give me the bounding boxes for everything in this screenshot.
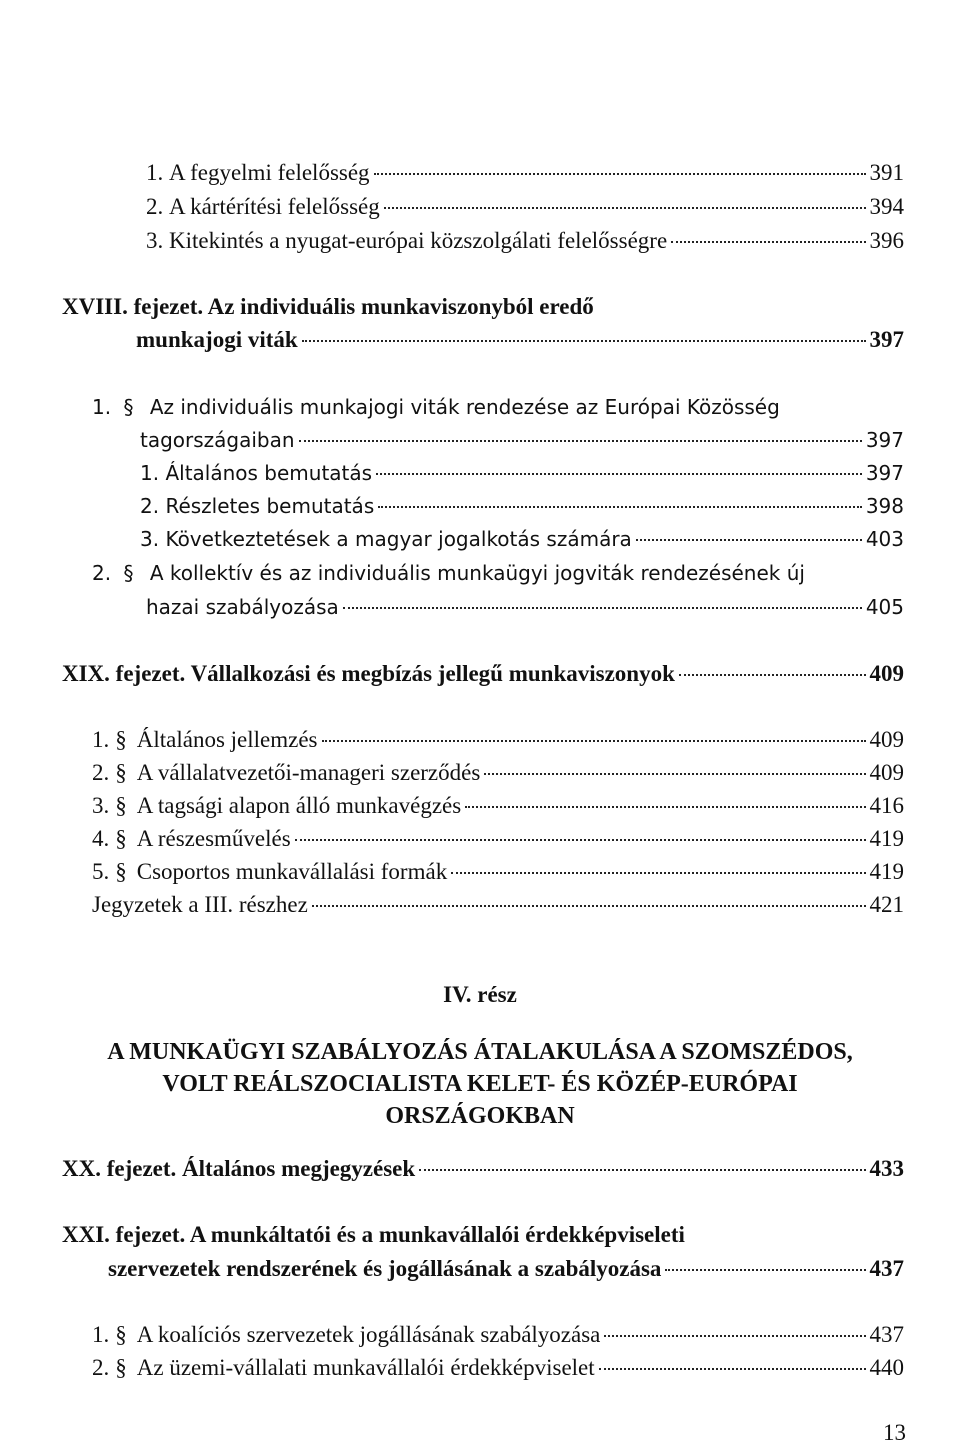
dot-leader — [322, 740, 866, 742]
toc-entry — [136, 325, 904, 355]
dot-leader — [384, 207, 866, 209]
dot-leader — [465, 806, 865, 808]
chapter-heading: XIX. fejezet. Vállalkozási és megbízás jellegű munkaviszonyok — [62, 661, 675, 686]
dot-leader — [376, 473, 862, 475]
entry-title: tagországaiban — [140, 428, 295, 452]
toc-entry — [92, 791, 904, 821]
entry-page: 405 — [865, 595, 904, 619]
entry-page: 409 — [869, 760, 904, 785]
entry-page: 403 — [865, 527, 904, 551]
entry-title: A részesművelés — [136, 826, 291, 851]
section-sign: § — [115, 826, 127, 851]
entry-page: 398 — [865, 494, 904, 518]
entry-page: 419 — [869, 826, 904, 851]
toc-entry — [146, 192, 904, 222]
entry-page: 397 — [865, 428, 904, 452]
section-heading — [92, 558, 805, 588]
dot-leader — [374, 173, 866, 175]
entry-number: 2. — [146, 194, 164, 219]
toc-entry — [92, 857, 904, 887]
dot-leader — [302, 340, 866, 342]
section-heading — [92, 392, 780, 422]
chapter-heading: XX. fejezet. Általános megjegyzések — [62, 1156, 416, 1181]
entry-number: 1. — [140, 461, 160, 485]
entry-page: 396 — [869, 228, 904, 253]
entry-title: A kártérítési felelősség — [169, 194, 380, 219]
toc-entry — [140, 491, 904, 521]
dot-leader — [636, 539, 862, 541]
section-sign: § — [123, 395, 134, 419]
chapter-heading: XXI. fejezet. A munkáltatói és a munkavállalói érdekképviseleti — [62, 1222, 685, 1247]
entry-title: A koalíciós szervezetek jogállásának szabályozása — [136, 1322, 601, 1347]
section-sign: § — [115, 859, 127, 884]
section-sign: § — [115, 1322, 127, 1347]
dot-leader — [484, 773, 865, 775]
section-sign: § — [123, 561, 134, 585]
entry-page: 394 — [869, 194, 904, 219]
toc-entry — [92, 824, 904, 854]
entry-number: 2. — [92, 561, 112, 585]
part-heading: IV. rész — [443, 982, 517, 1007]
entry-number: 5. — [92, 859, 110, 884]
entry-title: Részletes bemutatás — [165, 494, 375, 518]
part-title-line: VOLT REÁLSZOCIALISTA KELET- ÉS KÖZÉP-EURÓPAI — [162, 1071, 798, 1097]
entry-number: 1. — [146, 160, 164, 185]
entry-title: Kitekintés a nyugat-európai közszolgálati felelősségre — [169, 228, 668, 253]
dot-leader — [343, 607, 862, 609]
entry-page: 440 — [869, 1355, 904, 1380]
dot-leader — [312, 905, 866, 907]
entry-number: 1. — [92, 395, 112, 419]
entry-title: szervezetek rendszerének és jogállásának a szabályozása — [108, 1256, 662, 1281]
page-number: 13 — [883, 1420, 906, 1445]
entry-page: 409 — [869, 727, 904, 752]
entry-title: Következtetések a magyar jogalkotás számára — [165, 527, 632, 551]
entry-number: 2. — [92, 760, 110, 785]
entry-title: Az individuális munkajogi viták rendezése az Európai Közösség — [149, 395, 780, 419]
entry-title: Csoportos munkavállalási formák — [136, 859, 448, 884]
section-sign: § — [115, 760, 127, 785]
dot-leader — [679, 674, 866, 676]
entry-title: A fegyelmi felelősség — [169, 160, 370, 185]
entry-number: 2. — [140, 494, 160, 518]
toc-entry — [140, 458, 904, 488]
dot-leader — [665, 1269, 865, 1271]
toc-entry — [92, 725, 904, 755]
entry-title: A tagsági alapon álló munkavégzés — [136, 793, 462, 818]
toc-entry — [92, 758, 904, 788]
part-title-line: A MUNKAÜGYI SZABÁLYOZÁS ÁTALAKULÁSA A SZOMSZÉDOS, — [107, 1039, 853, 1065]
entry-title: A vállalatvezetői-manageri szerződés — [136, 760, 481, 785]
entry-title: Az üzemi-vállalati munkavállalói érdekképviselet — [136, 1355, 595, 1380]
dot-leader — [599, 1368, 866, 1370]
toc-entry — [140, 425, 904, 455]
part-title-line: ORSZÁGOKBAN — [385, 1103, 575, 1129]
section-sign: § — [115, 727, 127, 752]
dot-leader — [299, 440, 862, 442]
entry-page: 397 — [865, 461, 904, 485]
entry-page: 437 — [869, 1322, 904, 1347]
entry-number: 2. — [92, 1355, 110, 1380]
chapter-heading: XVIII. fejezet. Az individuális munkaviszonyból eredő — [62, 294, 594, 319]
toc-entry — [92, 1320, 904, 1350]
dot-leader — [451, 872, 865, 874]
toc-entry — [146, 226, 904, 256]
entry-page: 416 — [869, 793, 904, 818]
dot-leader — [604, 1335, 865, 1337]
dot-leader — [378, 506, 862, 508]
entry-number: 4. — [92, 826, 110, 851]
toc-entry — [62, 1154, 904, 1184]
section-sign: § — [115, 1355, 127, 1380]
entry-number: 3. — [92, 793, 110, 818]
dot-leader — [671, 241, 865, 243]
toc-entry — [146, 158, 904, 188]
entry-number: 3. — [140, 527, 160, 551]
dot-leader — [295, 839, 866, 841]
entry-number: 1. — [92, 1322, 110, 1347]
entry-page: 397 — [869, 327, 904, 352]
entry-page: 391 — [869, 160, 904, 185]
entry-title: munkajogi viták — [136, 327, 298, 352]
section-sign: § — [115, 793, 127, 818]
toc-entry — [92, 890, 904, 920]
entry-title: hazai szabályozása — [146, 595, 339, 619]
entry-page: 437 — [869, 1256, 904, 1281]
entry-number: 3. — [146, 228, 164, 253]
entry-title: A kollektív és az individuális munkaügyi jogviták rendezésének új — [149, 561, 805, 585]
dot-leader — [419, 1169, 865, 1171]
entry-page: 409 — [869, 661, 904, 686]
toc-entry — [92, 1353, 904, 1383]
toc-entry — [108, 1254, 904, 1284]
entry-page: 433 — [869, 1156, 904, 1181]
entry-title: Általános jellemzés — [136, 727, 318, 752]
toc-entry — [140, 524, 904, 554]
entry-page: 421 — [869, 892, 904, 917]
entry-number: 1. — [92, 727, 110, 752]
toc-entry — [62, 659, 904, 689]
entry-title: Jegyzetek a III. részhez — [92, 892, 308, 917]
entry-page: 419 — [869, 859, 904, 884]
entry-title: Általános bemutatás — [165, 461, 373, 485]
toc-entry — [146, 592, 904, 622]
